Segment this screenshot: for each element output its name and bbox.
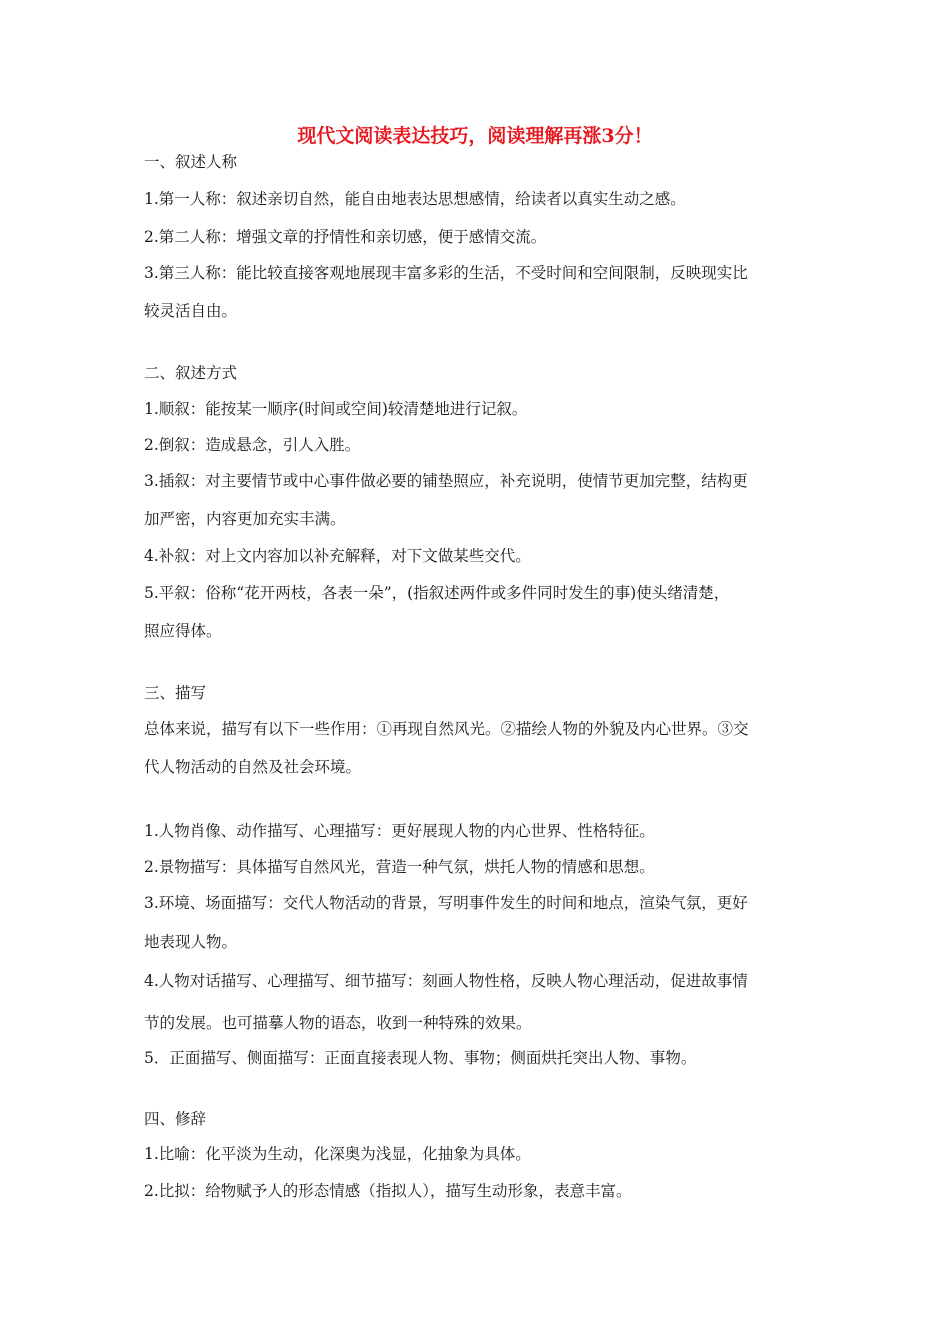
- paragraph-line: 1.人物肖像、动作描写、心理描写：更好展现人物的内心世界、性格特征。: [144, 822, 655, 840]
- paragraph-line: 3.插叙：对主要情节或中心事件做必要的铺垫照应，补充说明，使情节更加完整，结构更: [144, 472, 748, 490]
- document-title: 现代文阅读表达技巧，阅读理解再涨3分！: [297, 125, 653, 147]
- section-heading-description: 三、描写: [144, 684, 207, 702]
- paragraph-line: 照应得体。: [144, 622, 222, 640]
- paragraph-line: 节的发展。也可描摹人物的语态，收到一种特殊的效果。: [144, 1014, 532, 1032]
- paragraph-line: 1.比喻：化平淡为生动，化深奥为浅显，化抽象为具体。: [144, 1145, 531, 1163]
- section-heading-rhetoric: 四、修辞: [144, 1110, 207, 1128]
- paragraph-line: 5.平叙：俗称“花开两枝，各表一朵”，(指叙述两件或多件同时发生的事)使头绪清楚，: [144, 584, 730, 602]
- paragraph-line: 2.比拟：给物赋予人的形态情感（指拟人），描写生动形象，表意丰富。: [144, 1182, 632, 1200]
- paragraph-line: 5．正面描写、侧面描写：正面直接表现人物、事物；侧面烘托突出人物、事物。: [144, 1049, 697, 1067]
- paragraph-line: 4.补叙：对上文内容加以补充解释，对下文做某些交代。: [144, 547, 531, 565]
- paragraph-line: 代人物活动的自然及社会环境。: [144, 758, 362, 776]
- paragraph-line: 1.顺叙：能按某一顺序(时间或空间)较清楚地进行记叙。: [144, 400, 528, 418]
- section-heading-narrative-method: 二、叙述方式: [144, 364, 238, 382]
- paragraph-line: 总体来说，描写有以下一些作用：①再现自然风光。②描绘人物的外貌及内心世界。③交: [144, 720, 749, 738]
- paragraph-line: 3.环境、场面描写：交代人物活动的背景，写明事件发生的时间和地点，渲染气氛，更好: [144, 894, 748, 912]
- section-heading-narrative-person: 一、叙述人称: [144, 153, 238, 171]
- paragraph-line: 地表现人物。: [144, 933, 238, 951]
- paragraph-line: 较灵活自由。: [144, 302, 238, 320]
- paragraph-line: 1.第一人称：叙述亲切自然，能自由地表达思想感情，给读者以真实生动之感。: [144, 190, 686, 208]
- paragraph-line: 3.第三人称：能比较直接客观地展现丰富多彩的生活，不受时间和空间限制，反映现实比: [144, 264, 748, 282]
- paragraph-line: 2.倒叙：造成悬念，引人入胜。: [144, 436, 361, 454]
- paragraph-line: 加严密，内容更加充实丰满。: [144, 510, 346, 528]
- paragraph-line: 4.人物对话描写、心理描写、细节描写：刻画人物性格，反映人物心理活动，促进故事情: [144, 972, 748, 990]
- paragraph-line: 2.景物描写：具体描写自然风光，营造一种气氛，烘托人物的情感和思想。: [144, 858, 655, 876]
- paragraph-line: 2.第二人称：增强文章的抒情性和亲切感，便于感情交流。: [144, 228, 547, 246]
